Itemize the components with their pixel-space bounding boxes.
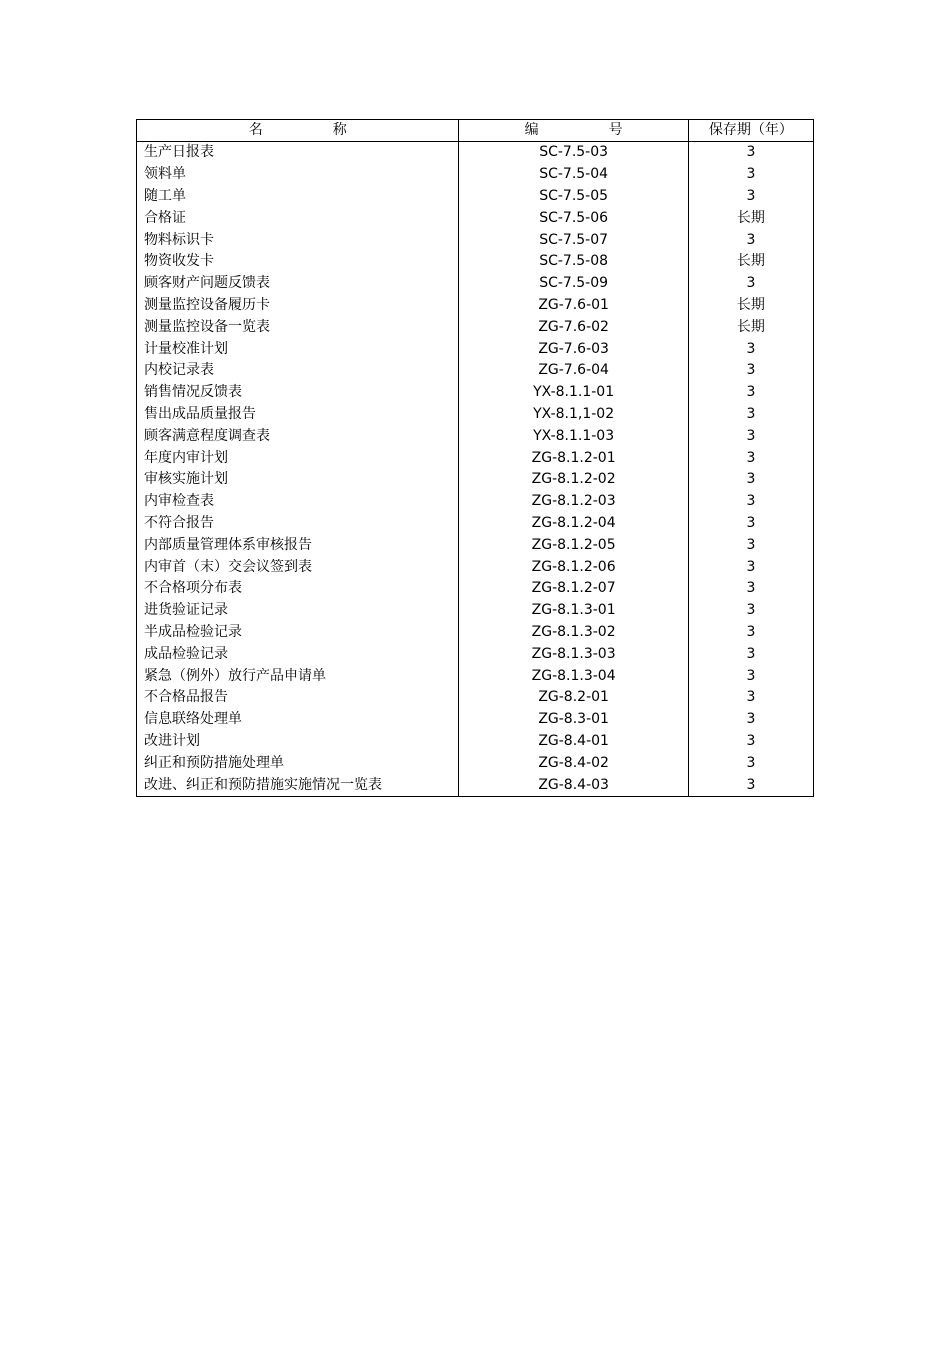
record-name: 顾客财产问题反馈表 <box>137 273 459 295</box>
record-code: ZG-8.1.2-04 <box>459 513 688 535</box>
table-row <box>137 164 814 186</box>
table-row <box>137 687 814 709</box>
table-row <box>137 643 814 665</box>
table-row <box>137 273 814 295</box>
retention-period: 长期 <box>688 207 813 229</box>
table-row <box>137 447 814 469</box>
table-row <box>137 600 814 622</box>
record-name: 生产日报表 <box>137 142 459 164</box>
retention-period: 3 <box>688 447 813 469</box>
record-code: ZG-8.1.2-07 <box>459 578 688 600</box>
retention-period: 3 <box>688 709 813 731</box>
record-code: ZG-8.1.3-02 <box>459 622 688 644</box>
table-row <box>137 186 814 208</box>
record-name: 内审首（末）交会议签到表 <box>137 556 459 578</box>
record-code: SC-7.5-03 <box>459 142 688 164</box>
retention-period: 3 <box>688 338 813 360</box>
record-name: 不符合报告 <box>137 513 459 535</box>
record-name: 顾客满意程度调查表 <box>137 425 459 447</box>
table-row <box>137 360 814 382</box>
record-name: 随工单 <box>137 186 459 208</box>
record-name: 改进计划 <box>137 731 459 753</box>
header-code: 编 号 <box>459 120 688 142</box>
record-code: ZG-8.2-01 <box>459 687 688 709</box>
record-name: 内审检查表 <box>137 491 459 513</box>
retention-period: 3 <box>688 513 813 535</box>
record-code: YX-8.1.1-01 <box>459 382 688 404</box>
record-name: 测量监控设备一览表 <box>137 316 459 338</box>
record-code: ZG-8.1.3-01 <box>459 600 688 622</box>
table-row <box>137 556 814 578</box>
table-row <box>137 513 814 535</box>
record-name: 销售情况反馈表 <box>137 382 459 404</box>
retention-period: 3 <box>688 600 813 622</box>
retention-period: 3 <box>688 469 813 491</box>
record-name: 成品检验记录 <box>137 643 459 665</box>
record-code: ZG-8.1.2-01 <box>459 447 688 469</box>
record-name: 测量监控设备履历卡 <box>137 295 459 317</box>
record-code: YX-8.1.1-03 <box>459 425 688 447</box>
retention-period: 3 <box>688 142 813 164</box>
table-row <box>137 774 814 796</box>
table-row <box>137 469 814 491</box>
record-name: 合格证 <box>137 207 459 229</box>
retention-period: 3 <box>688 404 813 426</box>
record-code: ZG-8.1.2-03 <box>459 491 688 513</box>
table-row <box>137 731 814 753</box>
table-row <box>137 207 814 229</box>
table-row <box>137 752 814 774</box>
record-name: 不合格品报告 <box>137 687 459 709</box>
header-name: 名 称 <box>137 120 459 142</box>
header-period: 保存期（年） <box>688 120 813 142</box>
record-code: ZG-8.3-01 <box>459 709 688 731</box>
retention-period: 3 <box>688 687 813 709</box>
retention-period: 3 <box>688 643 813 665</box>
table-row <box>137 229 814 251</box>
record-name: 紧急（例外）放行产品申请单 <box>137 665 459 687</box>
records-table <box>136 119 814 797</box>
record-name: 不合格项分布表 <box>137 578 459 600</box>
table-row <box>137 316 814 338</box>
retention-period: 3 <box>688 229 813 251</box>
record-name: 审核实施计划 <box>137 469 459 491</box>
retention-period: 3 <box>688 556 813 578</box>
retention-period: 3 <box>688 491 813 513</box>
record-code: SC-7.5-08 <box>459 251 688 273</box>
record-name: 领料单 <box>137 164 459 186</box>
retention-period: 3 <box>688 382 813 404</box>
record-code: YX-8.1,1-02 <box>459 404 688 426</box>
retention-period: 长期 <box>688 316 813 338</box>
table-row <box>137 404 814 426</box>
record-code: ZG-8.1.3-04 <box>459 665 688 687</box>
retention-period: 3 <box>688 774 813 796</box>
record-code: ZG-8.4-03 <box>459 774 688 796</box>
record-code: SC-7.5-06 <box>459 207 688 229</box>
retention-period: 3 <box>688 273 813 295</box>
record-code: SC-7.5-07 <box>459 229 688 251</box>
table-row <box>137 425 814 447</box>
table-row <box>137 251 814 273</box>
table-row <box>137 578 814 600</box>
table-header <box>137 120 814 142</box>
record-code: ZG-8.1.2-06 <box>459 556 688 578</box>
record-name: 售出成品质量报告 <box>137 404 459 426</box>
retention-period: 3 <box>688 665 813 687</box>
record-code: ZG-8.1.3-03 <box>459 643 688 665</box>
record-name: 内校记录表 <box>137 360 459 382</box>
table-row <box>137 622 814 644</box>
record-name: 年度内审计划 <box>137 447 459 469</box>
table-row <box>137 534 814 556</box>
record-name: 内部质量管理体系审核报告 <box>137 534 459 556</box>
record-code: ZG-7.6-01 <box>459 295 688 317</box>
retention-period: 3 <box>688 534 813 556</box>
record-name: 纠正和预防措施处理单 <box>137 752 459 774</box>
table-row <box>137 665 814 687</box>
retention-period: 长期 <box>688 251 813 273</box>
record-code: ZG-8.1.2-05 <box>459 534 688 556</box>
retention-period: 3 <box>688 186 813 208</box>
record-code: SC-7.5-09 <box>459 273 688 295</box>
table-body <box>137 142 814 797</box>
table-row <box>137 295 814 317</box>
table-row <box>137 382 814 404</box>
record-code: ZG-8.4-02 <box>459 752 688 774</box>
record-code: SC-7.5-05 <box>459 186 688 208</box>
record-code: ZG-8.1.2-02 <box>459 469 688 491</box>
table-row <box>137 709 814 731</box>
record-name: 物料标识卡 <box>137 229 459 251</box>
retention-period: 长期 <box>688 295 813 317</box>
record-name: 计量校准计划 <box>137 338 459 360</box>
record-code: ZG-7.6-02 <box>459 316 688 338</box>
record-code: ZG-7.6-03 <box>459 338 688 360</box>
retention-period: 3 <box>688 164 813 186</box>
header-row <box>137 120 814 142</box>
record-name: 信息联络处理单 <box>137 709 459 731</box>
table-row <box>137 491 814 513</box>
table-row <box>137 142 814 164</box>
retention-period: 3 <box>688 752 813 774</box>
record-name: 物资收发卡 <box>137 251 459 273</box>
retention-period: 3 <box>688 360 813 382</box>
retention-period: 3 <box>688 578 813 600</box>
record-code: ZG-7.6-04 <box>459 360 688 382</box>
retention-period: 3 <box>688 425 813 447</box>
retention-period: 3 <box>688 622 813 644</box>
record-name: 半成品检验记录 <box>137 622 459 644</box>
record-name: 进货验证记录 <box>137 600 459 622</box>
retention-period: 3 <box>688 731 813 753</box>
record-name: 改进、纠正和预防措施实施情况一览表 <box>137 774 459 796</box>
record-code: SC-7.5-04 <box>459 164 688 186</box>
record-code: ZG-8.4-01 <box>459 731 688 753</box>
table-row <box>137 338 814 360</box>
